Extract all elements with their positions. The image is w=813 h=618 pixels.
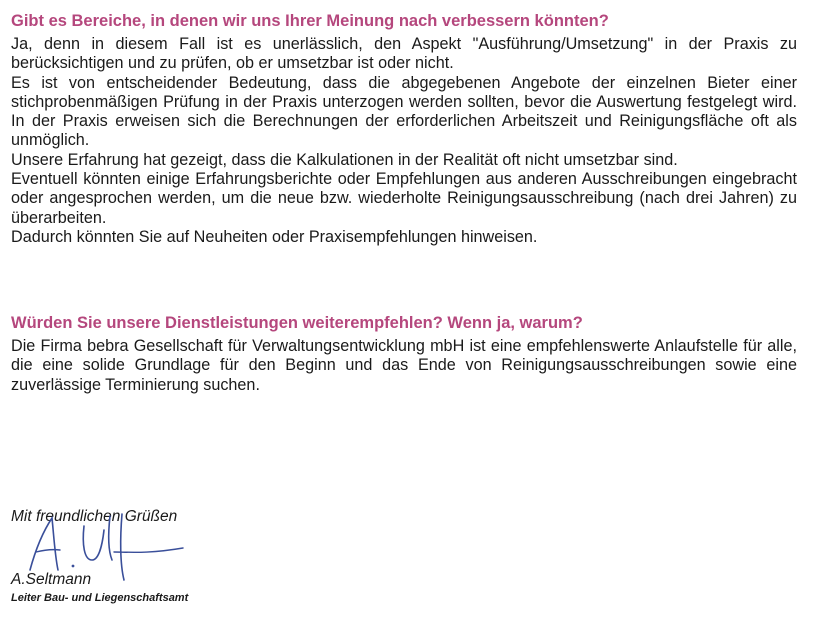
signer-title: Leiter Bau- und Liegenschaftsamt xyxy=(11,592,189,604)
paragraph: Es ist von entscheidender Bedeutung, dass die abgegebenen Angebote der einzelnen Bieter einer stichprobenmäßigen Prüfung in der Praxis unterzogen werden sollten, bevor die Auswertung festgelegt wird. In der Praxis erweisen sich die Berechnungen der erforderlichen Arbeitszeit und Reinigungsfläche oft als unmöglich. xyxy=(11,73,797,150)
paragraph: Unsere Erfahrung hat gezeigt, dass die Kalkulationen in der Realität oft nicht umsetzbar sind. xyxy=(11,150,678,169)
section-body-recommendation xyxy=(11,337,797,395)
closing-greeting: Mit freundlichen Grüßen xyxy=(11,508,178,525)
paragraph: Eventuell könnten einige Erfahrungsberichte oder Empfehlungen aus anderen Ausschreibungen eingebracht oder angesprochen werden, um die neue bzw. wiederholte Reinigungsausschreibung (nach drei Jahren) zu überarbeiten. xyxy=(11,170,797,227)
signer-name: A.Seltmann xyxy=(11,571,92,588)
paragraph: Ja, denn in diesem Fall ist es unerlässlich, den Aspekt "Ausführung/Umsetzung" in der Praxis zu berücksichtigen und zu prüfen, ob er umsetzbar ist oder nicht. xyxy=(11,35,797,73)
section-body-improvements xyxy=(11,35,797,247)
paragraph: Dadurch könnten Sie auf Neuheiten oder Praxisempfehlungen hinweisen. xyxy=(11,227,538,246)
section-heading-improvements: Gibt es Bereiche, in denen wir uns Ihrer Meinung nach verbessern könnten? xyxy=(11,12,609,30)
section-heading-recommendation: Würden Sie unsere Dienstleistungen weiterempfehlen? Wenn ja, warum? xyxy=(11,314,583,332)
paragraph: Die Firma bebra Gesellschaft für Verwaltungsentwicklung mbH ist eine empfehlenswerte Anlaufstelle für alle, die eine solide Grundlage für den Beginn und das Ende von Reinigungsausschreibungen sowie eine zuverlässige Terminierung suchen. xyxy=(11,337,797,394)
